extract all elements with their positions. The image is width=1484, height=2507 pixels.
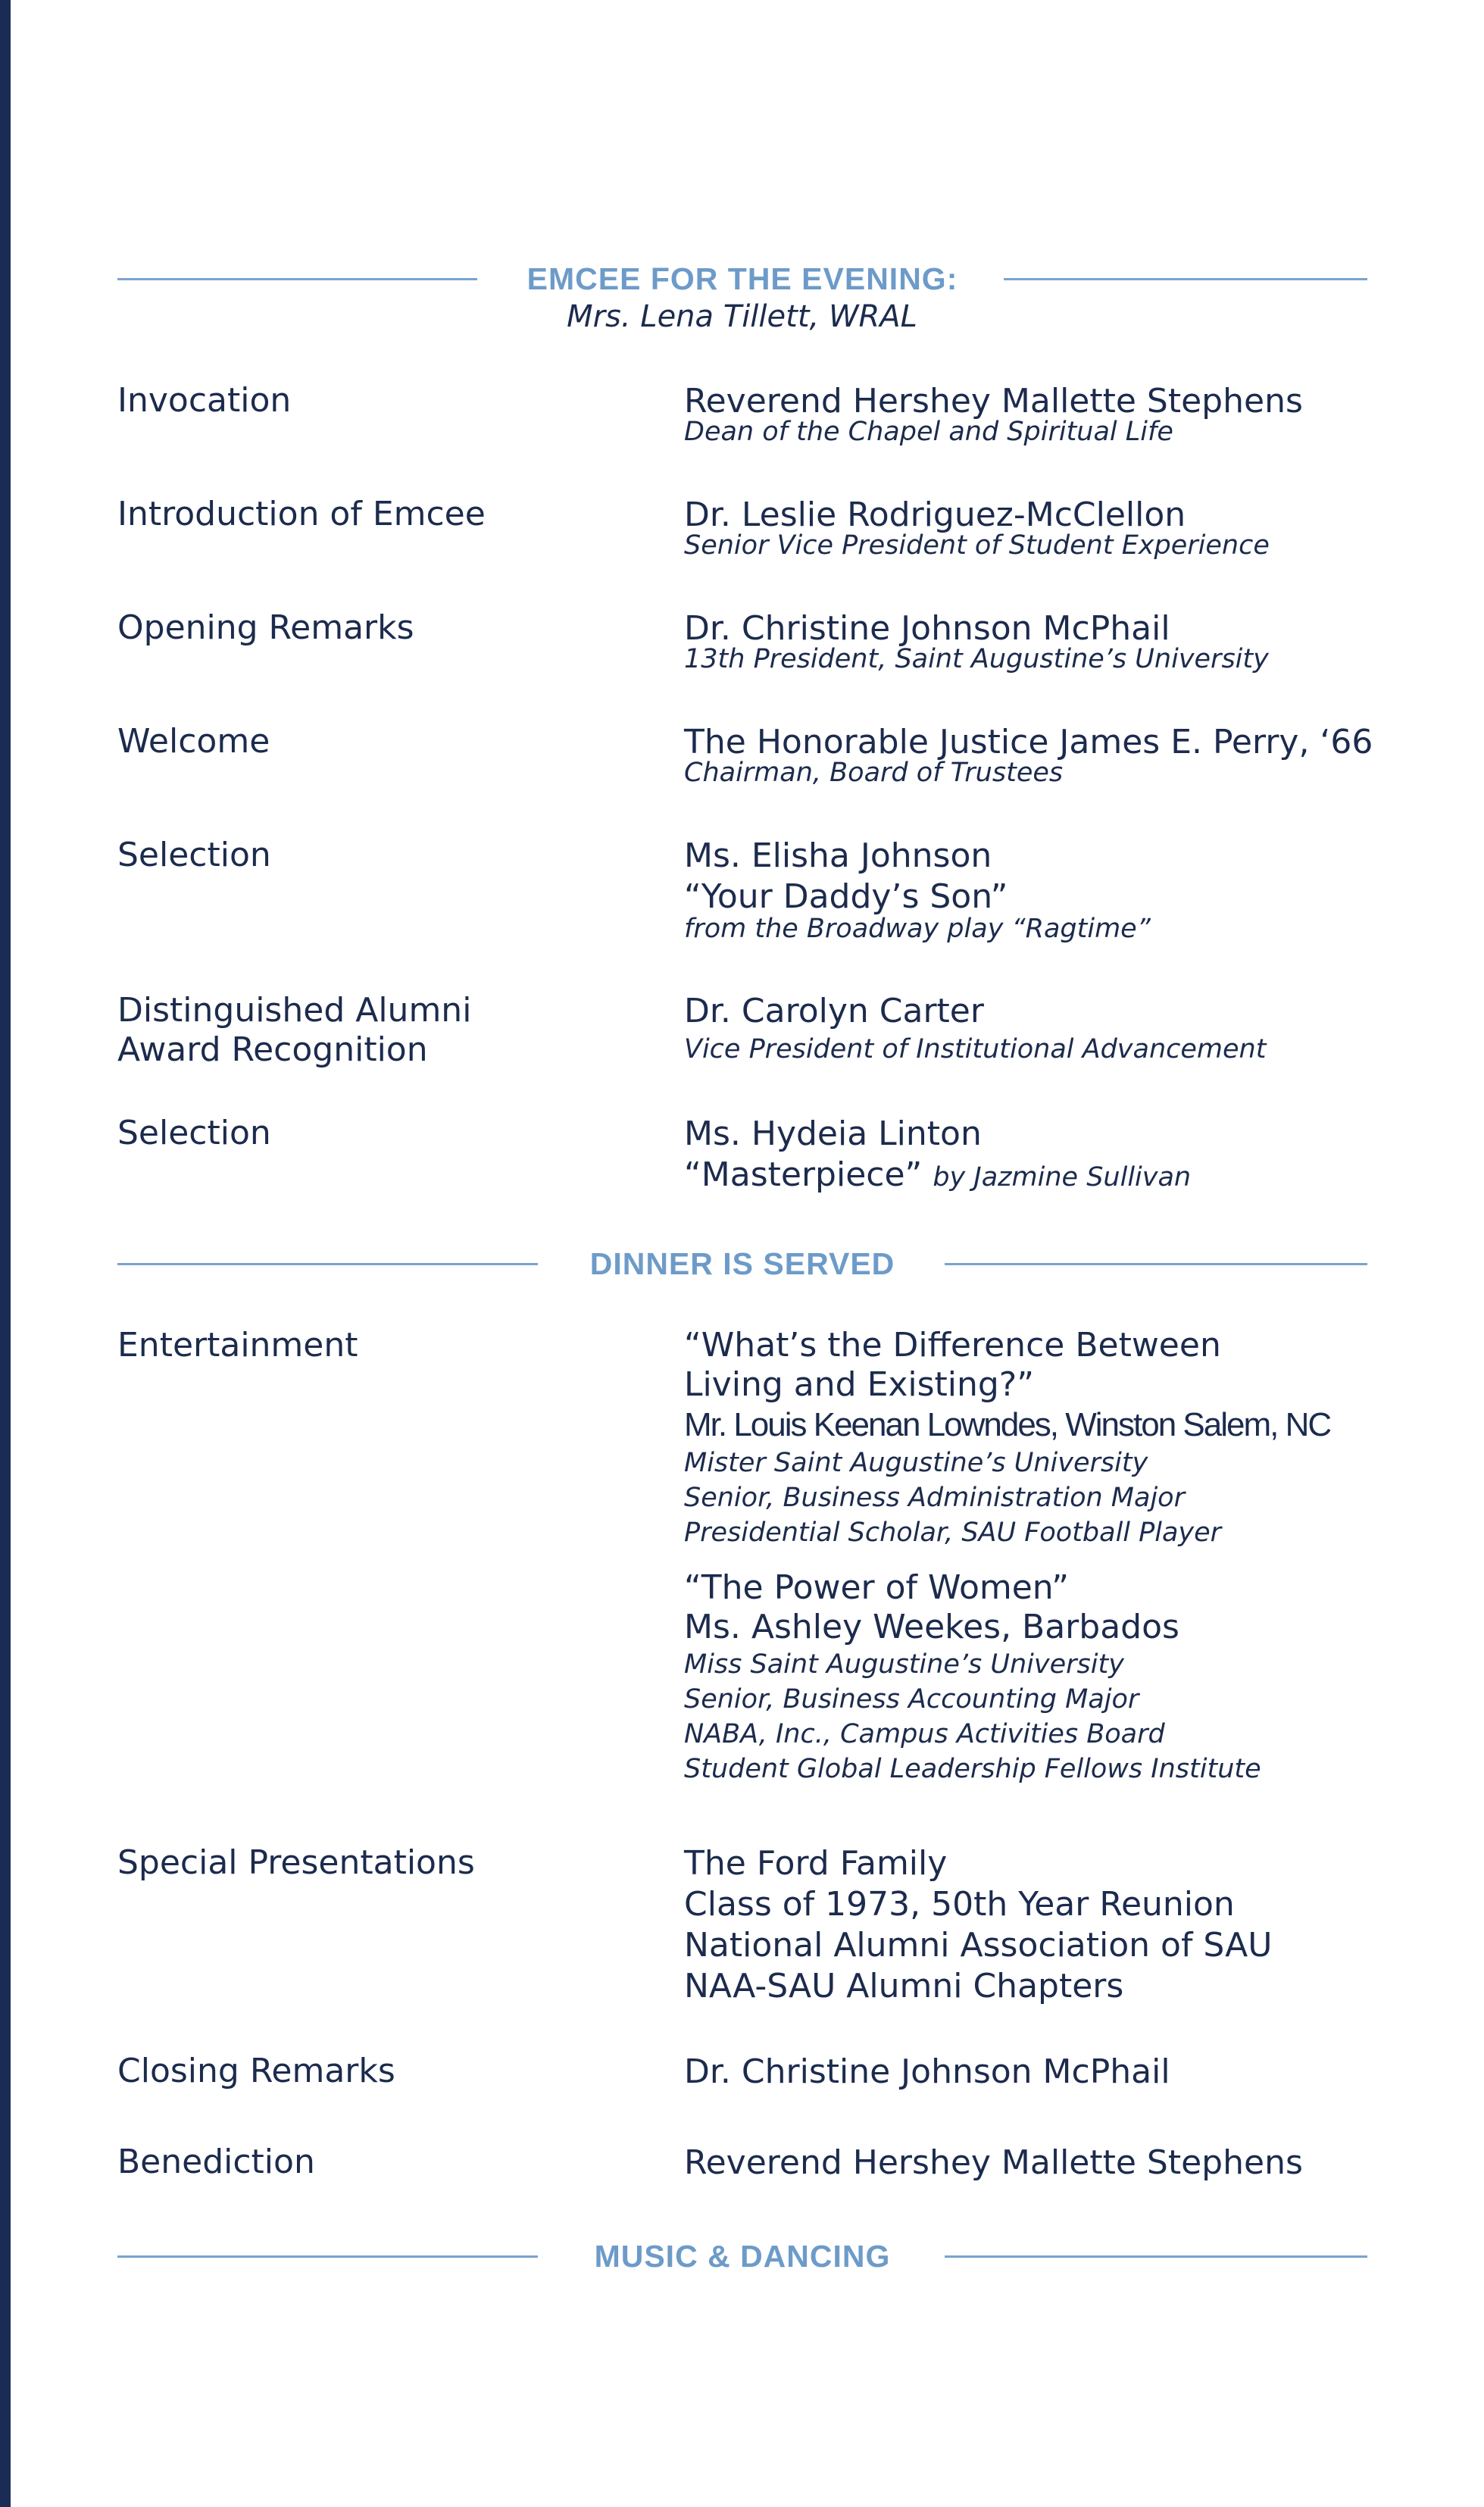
program-label: Benediction (117, 2143, 315, 2181)
performer-name: Ms. Elisha Johnson (684, 836, 992, 875)
music-heading: MUSIC & DANCING (594, 2239, 891, 2274)
song-composer: by Jazmine Sullivan (933, 1162, 1192, 1193)
presentation-item: The Ford Family (684, 1844, 948, 1883)
speaker-name: The Honorable Justice James E. Perry, ‘66 (684, 723, 1373, 761)
performer-detail: Mister Saint Augustine’s University (684, 1448, 1148, 1478)
emcee-divider (117, 256, 1367, 302)
program-label: Selection (117, 836, 271, 874)
performer-detail: Student Global Leadership Fellows Institute (684, 1754, 1261, 1784)
speaker-title: Vice President of Institutional Advancement (684, 1034, 1267, 1064)
speaker-title: Dean of the Chapel and Spiritual Life (684, 417, 1173, 447)
performer-detail: Senior, Business Accounting Major (684, 1684, 1139, 1715)
performer-name: Mr. Louis Keenan Lowndes, Winston Salem, NC (684, 1406, 1331, 1443)
dinner-divider (117, 1241, 1367, 1286)
performer-detail: Miss Saint Augustine’s University (684, 1649, 1124, 1680)
performer-detail: Senior, Business Administration Major (684, 1483, 1185, 1513)
emcee-name: Mrs. Lena Tillett, WRAL (567, 299, 917, 334)
program-label-line-1: Distinguished Alumni (117, 991, 472, 1030)
piece-title-line-1: “What’s the Difference Between (684, 1326, 1221, 1364)
speaker-name: Dr. Christine Johnson McPhail (684, 2052, 1170, 2091)
program-label: Welcome (117, 722, 270, 761)
program-label: Opening Remarks (117, 608, 414, 647)
song-source: from the Broadway play “Ragtime” (684, 914, 1151, 944)
piece-title: “The Power of Women” (684, 1568, 1070, 1607)
performer-detail: Presidential Scholar, SAU Football Player (684, 1518, 1222, 1548)
program-label: Special Presentations (117, 1843, 475, 1882)
program-label: Selection (117, 1114, 271, 1152)
speaker-title: 13th President, Saint Augustine’s University (684, 644, 1269, 674)
song-title: “Your Daddy’s Son” (684, 877, 1008, 916)
presentation-item: National Alumni Association of SAU (684, 1926, 1273, 1965)
performer-detail: NABA, Inc., Campus Activities Board (684, 1719, 1165, 1749)
speaker-name: Dr. Carolyn Carter (684, 992, 984, 1030)
music-divider (117, 2233, 1367, 2279)
emcee-heading: EMCEE FOR THE EVENING: (526, 261, 958, 296)
program-label: Closing Remarks (117, 2052, 395, 2090)
presentation-item: Class of 1973, 50th Year Reunion (684, 1885, 1235, 1924)
program-label-line-2: Award Recognition (117, 1030, 428, 1069)
program-label: Entertainment (117, 1326, 358, 1364)
speaker-title: Senior Vice President of Student Experience (684, 530, 1270, 561)
performer-name: Ms. Ashley Weekes, Barbados (684, 1608, 1179, 1646)
speaker-name: Dr. Christine Johnson McPhail (684, 609, 1170, 648)
song-title: “Masterpiece” (684, 1155, 923, 1194)
speaker-title: Chairman, Board of Trustees (684, 758, 1064, 788)
program-label: Invocation (117, 381, 292, 420)
speaker-name: Dr. Leslie Rodriguez-McClellon (684, 495, 1186, 534)
speaker-name: Reverend Hershey Mallette Stephens (684, 2143, 1303, 2182)
presentation-item: NAA-SAU Alumni Chapters (684, 1967, 1124, 2005)
speaker-name: Reverend Hershey Mallette Stephens (684, 382, 1303, 420)
performer-name: Ms. Hydeia Linton (684, 1114, 982, 1153)
program-label: Introduction of Emcee (117, 495, 486, 533)
piece-title-line-2: Living and Existing?” (684, 1365, 1034, 1404)
dinner-heading: DINNER IS SERVED (589, 1246, 895, 1281)
